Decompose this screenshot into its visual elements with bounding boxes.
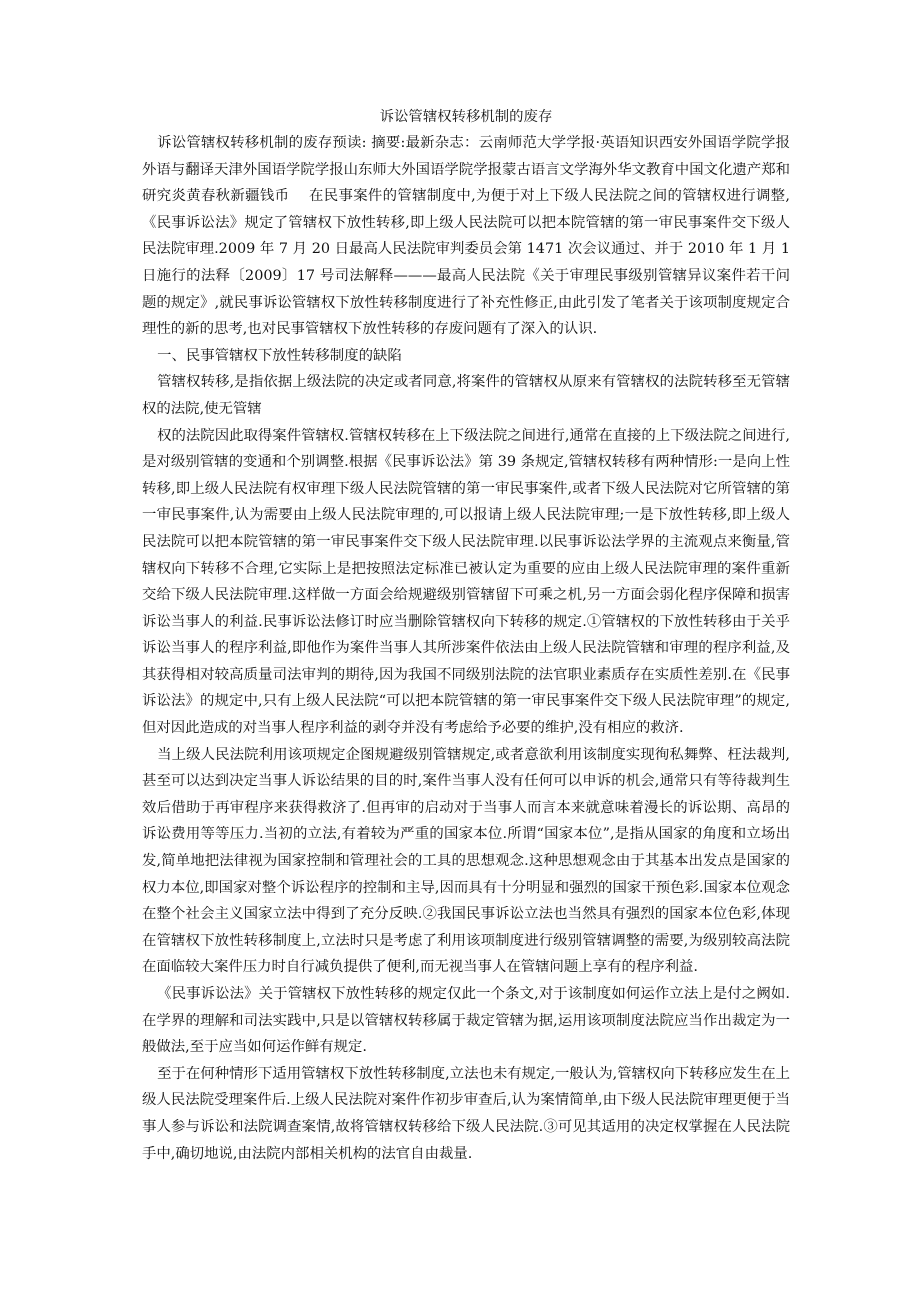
paragraph-state-standard: 当上级人民法院利用该项规定企图规避级别管辖规定,或者意欲利用该制度实现徇私舞弊、枉法裁判,甚至可以达到决定当事人诉讼结果的目的时,案件当事人没有任何可以申诉的机会,通常只有等待裁判生效后借助于再审程序来获得救济了.但再审的启动对于当事人而言本来就意味着漫长的诉讼期、高昂的诉讼费用等等压力.当初的立法,有着较为严重的国家本位.所谓“国家本位”,是指从国家的角度和立场出发,简单地把法律视为国家控制和管理社会的工具的思想观念.这种思想观念由于其基本出发点是国家的权力本位,即国家对整个诉讼程序的控制和主导,因而具有十分明显和强烈的国家干预色彩.国家本位观念在整个社会主义国家立法中得到了充分反映.②我国民事诉讼立法也当然具有强烈的国家本位色彩,体现在管辖权下放性转移制度上,立法时只是考虑了利用该项制度进行级别管辖调整的需要,为级别较高法院在面临较大案件压力时自行减负提供了便利,而无视当事人在管辖问题上享有的程序利益. (142, 746, 790, 976)
paragraph-application: 至于在何种情形下适用管辖权下放性转移制度,立法也未有规定,一般认为,管辖权向下转移应发生在上级人民法院受理案件后.上级人民法院对案件作初步审查后,认为案情简单,由下级人民法院审理更便于当事人参与诉讼和法院调查案情,故将管辖权转移给下级人民法院.③可见其适用的决定权掌握在人民法院手中,确切地说,由法院内部相关机构的法官自由裁量. (142, 1065, 790, 1162)
paragraph-abstract: 诉讼管辖权转移机制的废存预读: 摘要:最新杂志：云南师范大学学报·英语知识西安外国语学院学报外语与翻译天津外国语学院学报山东师大外国语学院学报蒙古语言文学海外华文教育中国文化遗产郑和研究炎黄春秋新疆钱币 在民事案件的管辖制度中,为便于对上下级人民法院之间的管辖权进行调整,《民事诉讼法》规定了管辖权下放性转移,即上级人民法院可以把本院管辖的第一审民事案件交下级人民法院审理.2009 年 7 月 20 日最高人民法院审判委员会第 1471 次会议通过、并于 2010 年 1 月 1 日施行的法释〔2009〕17 号司法解释———最高人民法院《关于审理民事级别管辖异议案件若干问题的规定》,就民事诉讼管辖权下放性转移制度进行了补充性修正,由此引发了笔者关于该项制度规定合理性的新的思考,也对民事管辖权下放性转移的存废问题有了深入的认识. (142, 135, 790, 338)
paragraph-single-article: 《民事诉讼法》关于管辖权下放性转移的规定仅此一个条文,对于该制度如何运作立法上是付之阙如.在学界的理解和司法实践中,只是以管辖权转移属于裁定管辖为据,运用该项制度法院应当作出裁定为一般做法,至于应当如何运作鲜有规定. (142, 986, 790, 1056)
document-page (142, 106, 790, 1167)
document-title: 诉讼管辖权转移机制的废存 (379, 109, 553, 125)
paragraph-definition: 管辖权转移,是指依据上级法院的决定或者同意,将案件的管辖权从原来有管辖权的法院转移至无管辖权的法院,使无管辖 (142, 374, 790, 417)
paragraph-transfer-types: 权的法院因此取得案件管辖权.管辖权转移在上下级法院之间进行,通常在直接的上下级法院之间进行,是对级别管辖的变通和个别调整.根据《民事诉讼法》第 39 条规定,管辖权转移有两种情形:一是向上性转移,即上级人民法院有权审理下级人民法院管辖的第一审民事案件,或者下级人民法院对它所管辖的第一审民事案件,认为需要由上级人民法院审理的,可以报请上级人民法院审理;一是下放性转移,即上级人民法院可以把本院管辖的第一审民事案件交下级人民法院审理.以民事诉讼法学界的主流观点来衡量,管辖权向下转移不合理,它实际上是把按照法定标准已被认定为重要的应由上级人民法院审理的案件重新交给下级人民法院审理.这样做一方面会给规避级别管辖留下可乘之机,另一方面会弱化程序保障和损害诉讼当事人的利益.民事诉讼法修订时应当删除管辖权向下转移的规定.①管辖权的下放性转移由于关乎诉讼当事人的程序利益,即他作为案件当事人其所涉案件依法由上级人民法院管辖和审理的程序利益,及其获得相对较高质量司法审判的期待,因为我国不同级别法院的法官职业素质存在实质性差别.在《民事诉讼法》的规定中,只有上级人民法院“可以把本院管辖的第一审民事案件交下级人民法院审理”的规定,但对因此造成的对当事人程序利益的剥夺并没有考虑给予必要的维护,没有相应的救济. (142, 427, 790, 737)
section-heading-1: 一、民事管辖权下放性转移制度的缺陷 (157, 347, 402, 364)
